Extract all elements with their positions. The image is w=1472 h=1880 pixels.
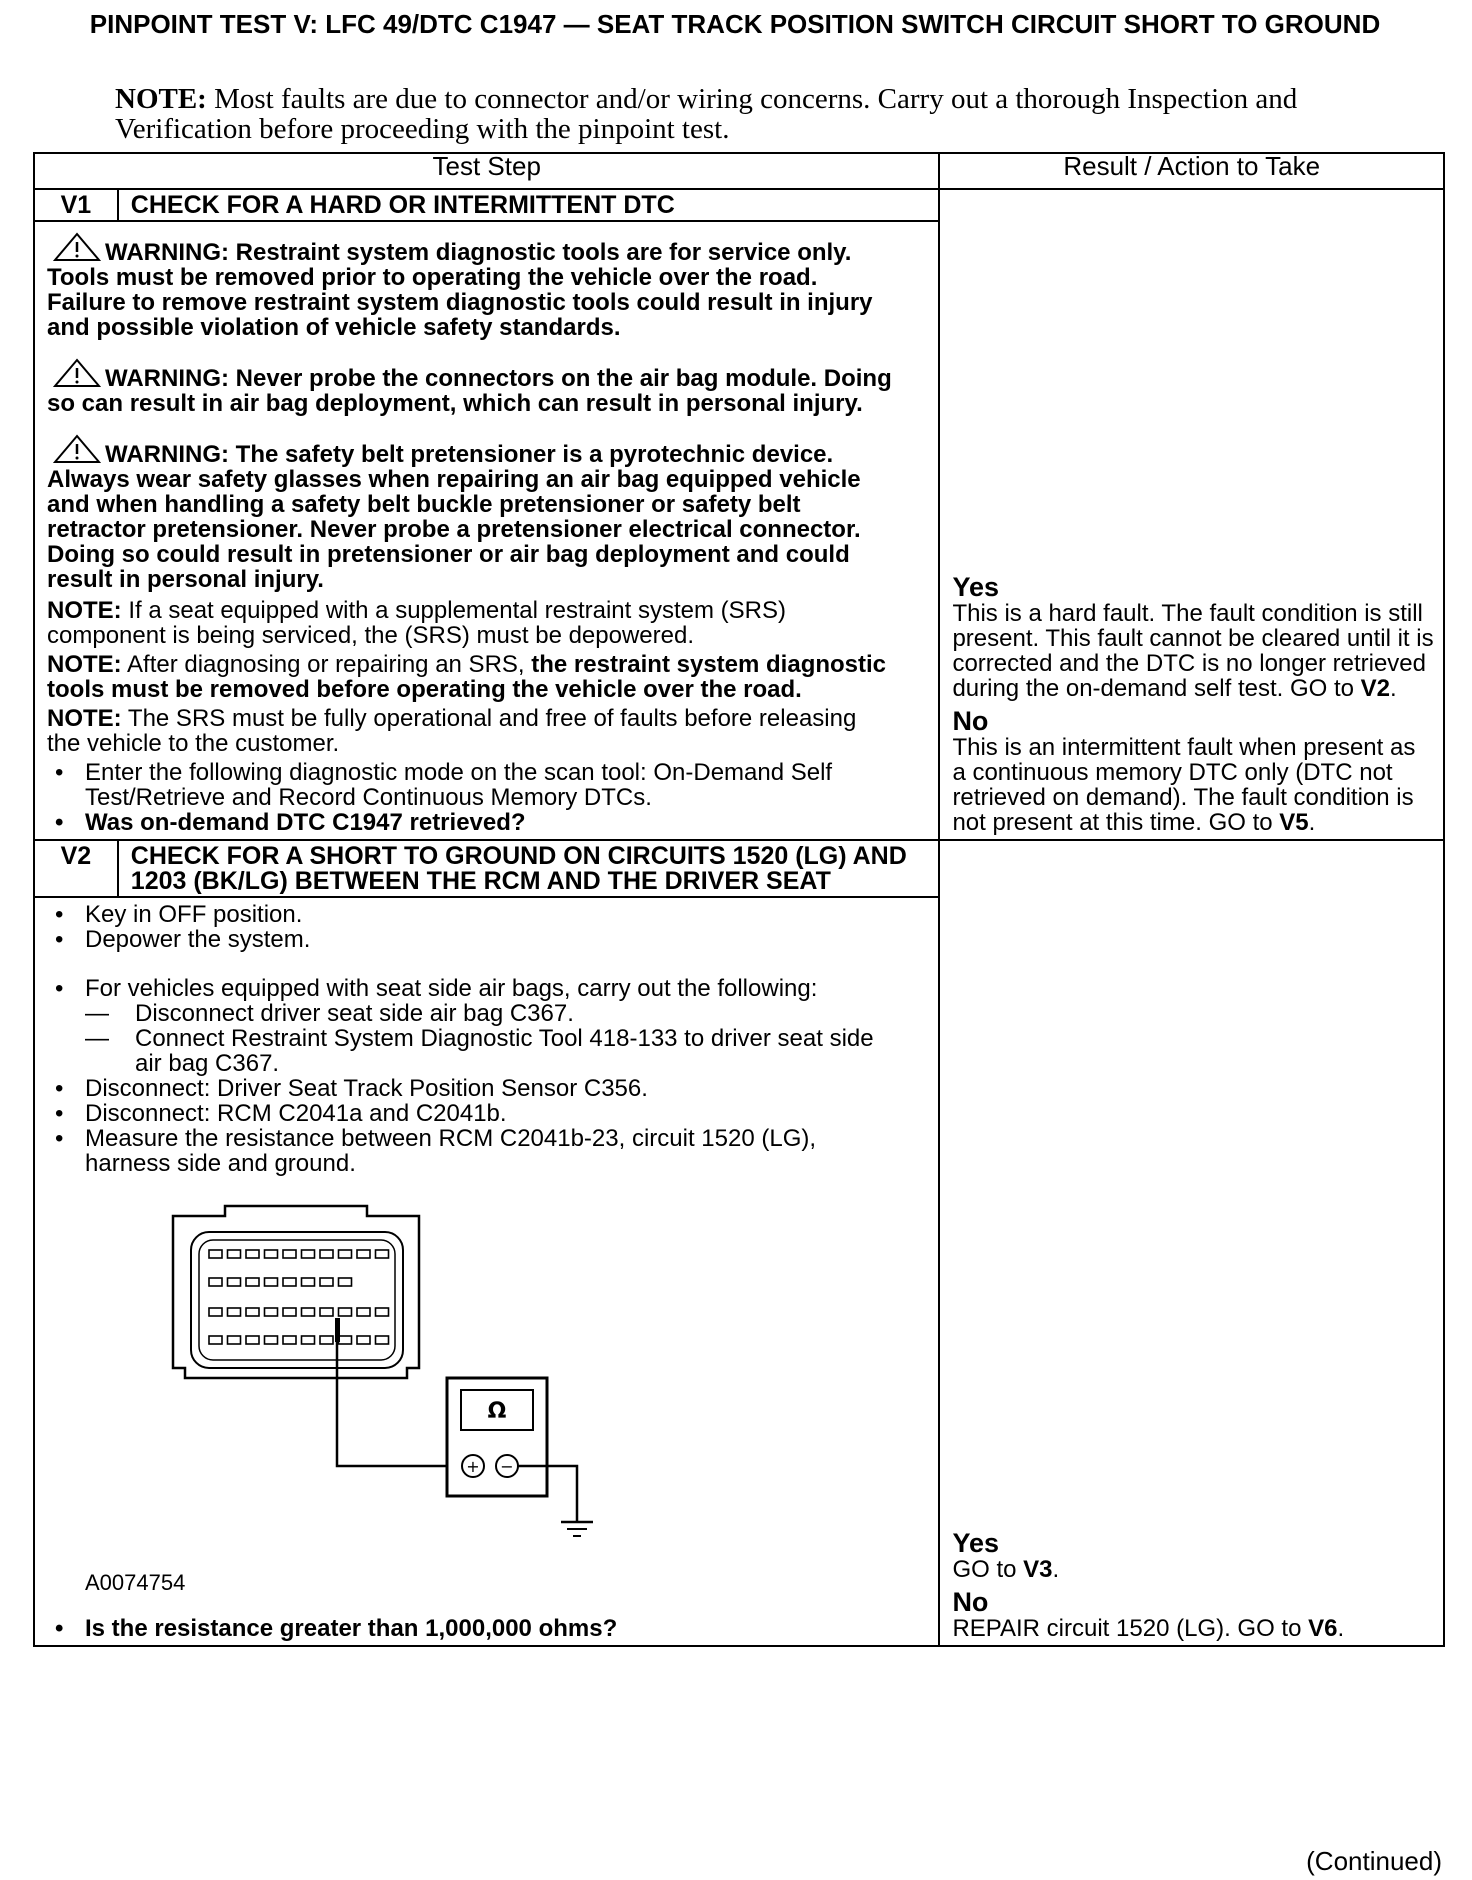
sub-list-item: — Disconnect driver seat side air bag C367. (85, 1001, 894, 1026)
table-header-row (34, 153, 1444, 189)
svg-text:−: − (500, 1457, 514, 1476)
warning-triangle-icon (53, 434, 101, 464)
connector-pin (320, 1336, 333, 1344)
connector-pin (228, 1336, 241, 1344)
connector-pin (339, 1250, 352, 1258)
no-text: This is an intermittent fault when present as a continuous memory DTC only (DTC not retrieved on demand). The fault condition is not present at this time. GO to V5. (952, 734, 1416, 836)
list-item: • Measure the resistance between RCM C2041b-23, circuit 1520 (LG), harness side and ground. (47, 1126, 894, 1176)
continued-label: (Continued) (1306, 1846, 1442, 1876)
connector-pin (320, 1250, 333, 1258)
connector-pin (376, 1336, 389, 1344)
connector-pin (302, 1308, 315, 1316)
step-v2-title-row (34, 840, 1444, 897)
list-item: • Enter the following diagnostic mode on the scan tool: On-Demand Self Test/Retrieve and Record Continuous Memory DTCs. (47, 760, 894, 810)
page-title: PINPOINT TEST V: LFC 49/DTC C1947 — SEAT TRACK POSITION SWITCH CIRCUIT SHORT TO GROUND (89, 9, 1381, 39)
instruction-list (47, 976, 894, 1176)
probe-tip (335, 1318, 340, 1342)
connector-pin (246, 1308, 259, 1316)
sub-list-item: — Connect Restraint System Diagnostic Tool 418-133 to driver seat side air bag C367. (85, 1026, 894, 1076)
list-item: • Disconnect: RCM C2041a and C2041b. (47, 1101, 894, 1126)
warning: WARNING: The safety belt pretensioner is a pyrotechnic device. Always wear safety glasses when repairing an air bag equipped vehicle and when handling a safety belt buckle pretensioner or safety belt retractor pretensioner. Never probe a pretensioner electrical connector. Doing so could result in pretensioner or air bag deployment and could result in personal injury. (47, 434, 894, 592)
connector-pin (320, 1278, 333, 1286)
instruction-list (47, 902, 894, 952)
connector-pin (283, 1336, 296, 1344)
connector-pin (283, 1250, 296, 1258)
goto-link[interactable]: V6 (1308, 1615, 1338, 1642)
list-item: • Depower the system. (47, 927, 894, 952)
connector-pin (246, 1278, 259, 1286)
connector-pin (265, 1250, 278, 1258)
goto-link[interactable]: V3 (1023, 1556, 1053, 1583)
yes-text: GO to V3. (952, 1556, 1060, 1583)
note: NOTE: The SRS must be fully operational and free of faults before releasing the vehicle to the customer. (47, 705, 857, 757)
connector-pin (339, 1308, 352, 1316)
goto-link[interactable]: V2 (1360, 675, 1391, 702)
yes-label: Yes (952, 572, 999, 602)
connector-pin (357, 1308, 370, 1316)
connector-pin (357, 1336, 370, 1344)
connector-pin (302, 1250, 315, 1258)
svg-text:+: + (466, 1457, 480, 1476)
connector-pin (283, 1308, 296, 1316)
connector-pin (228, 1250, 241, 1258)
connector-pin (209, 1250, 222, 1258)
connector-pin (265, 1336, 278, 1344)
connector-pin (246, 1250, 259, 1258)
ohm-symbol: Ω (487, 1399, 507, 1424)
no-label: No (952, 1587, 989, 1617)
warning-triangle-icon (53, 358, 101, 388)
intro-note (115, 84, 1415, 144)
note: NOTE: After diagnosing or repairing an SRS, the restraint system diagnostic tools must be removed before operating the vehicle over the road. (47, 651, 887, 703)
list-item: • For vehicles equipped with seat side air bags, carry out the following: — Disconnect driver seat side air bag C367. — Connect Restraint System Diagnostic Tool 418-133 to driver seat side air bag C367. (47, 976, 894, 1076)
connector-face (191, 1232, 403, 1368)
step-question: • Is the resistance greater than 1,000,000 ohms? (47, 1616, 894, 1641)
pinpoint-test-table (33, 152, 1445, 1647)
step-v2-result (939, 840, 1444, 1646)
connector-pin (376, 1308, 389, 1316)
connector-pin (209, 1308, 222, 1316)
header-test-step: Test Step (34, 153, 939, 189)
list-item: • Disconnect: Driver Seat Track Position Sensor C356. (47, 1076, 894, 1101)
step-question: • Was on-demand DTC C1947 retrieved? (47, 810, 894, 835)
connector-pin (283, 1278, 296, 1286)
warning: WARNING: Never probe the connectors on the air bag module. Doing so can result in air bag deployment, which can result in personal injury. (47, 358, 894, 416)
connector-pin (209, 1278, 222, 1286)
instruction-list (47, 1616, 894, 1641)
note: NOTE: If a seat equipped with a supplemental restraint system (SRS) component is being serviced, the (SRS) must be depowered. (47, 597, 786, 649)
connector-pin (265, 1308, 278, 1316)
step-v1-result (939, 189, 1444, 840)
connector-pin (228, 1308, 241, 1316)
figure-id: A0074754 (85, 1570, 186, 1595)
step-id: V2 (34, 840, 118, 897)
step-title: CHECK FOR A HARD OR INTERMITTENT DTC (118, 189, 940, 221)
step-v2-body (34, 897, 939, 1646)
no-text: REPAIR circuit 1520 (LG). GO to V6. (952, 1615, 1345, 1642)
connector-pin (376, 1250, 389, 1258)
connector-pin (357, 1250, 370, 1258)
instruction-list (47, 760, 894, 835)
connector-pin (246, 1336, 259, 1344)
yes-text: This is a hard fault. The fault condition is still present. This fault cannot be cleared until it is corrected and the DTC is no longer retrieved during the on-demand self test. GO to V2. (952, 600, 1434, 702)
rcm-connector-ohmmeter-diagram (107, 1196, 667, 1568)
intro-note-text: Most faults are due to connector and/or wiring concerns. Carry out a thorough Inspection and Verification before proceeding with the pinpoint test. (115, 83, 1298, 145)
connector-pin (302, 1336, 315, 1344)
connector-pin (228, 1278, 241, 1286)
connector-pin (302, 1278, 315, 1286)
connector-pin (209, 1336, 222, 1344)
sub-list (85, 1001, 894, 1076)
header-result: Result / Action to Take (939, 153, 1444, 189)
intro-note-label: NOTE: (115, 83, 207, 115)
connector-pin (339, 1278, 352, 1286)
no-label: No (952, 706, 989, 736)
step-title: CHECK FOR A SHORT TO GROUND ON CIRCUITS 1520 (LG) AND 1203 (BK/LG) BETWEEN THE RCM AND THE DRIVER SEAT (118, 840, 940, 897)
warning-triangle-icon (53, 232, 101, 262)
connector-pin (265, 1278, 278, 1286)
connector-pin (339, 1336, 352, 1344)
step-v1-body (34, 221, 939, 840)
list-item: • Key in OFF position. (47, 902, 894, 927)
step-v1-title-row (34, 189, 1444, 221)
step-id: V1 (34, 189, 118, 221)
connector-diagram (47, 1196, 894, 1616)
connector-pin (320, 1308, 333, 1316)
goto-link[interactable]: V5 (1279, 809, 1309, 836)
warning: WARNING: Restraint system diagnostic tools are for service only. Tools must be removed prior to operating the vehicle over the road. Failure to remove restraint system diagnostic tools could result in injury and possible violation of vehicle safety standards. (47, 232, 894, 340)
yes-label: Yes (952, 1528, 999, 1558)
